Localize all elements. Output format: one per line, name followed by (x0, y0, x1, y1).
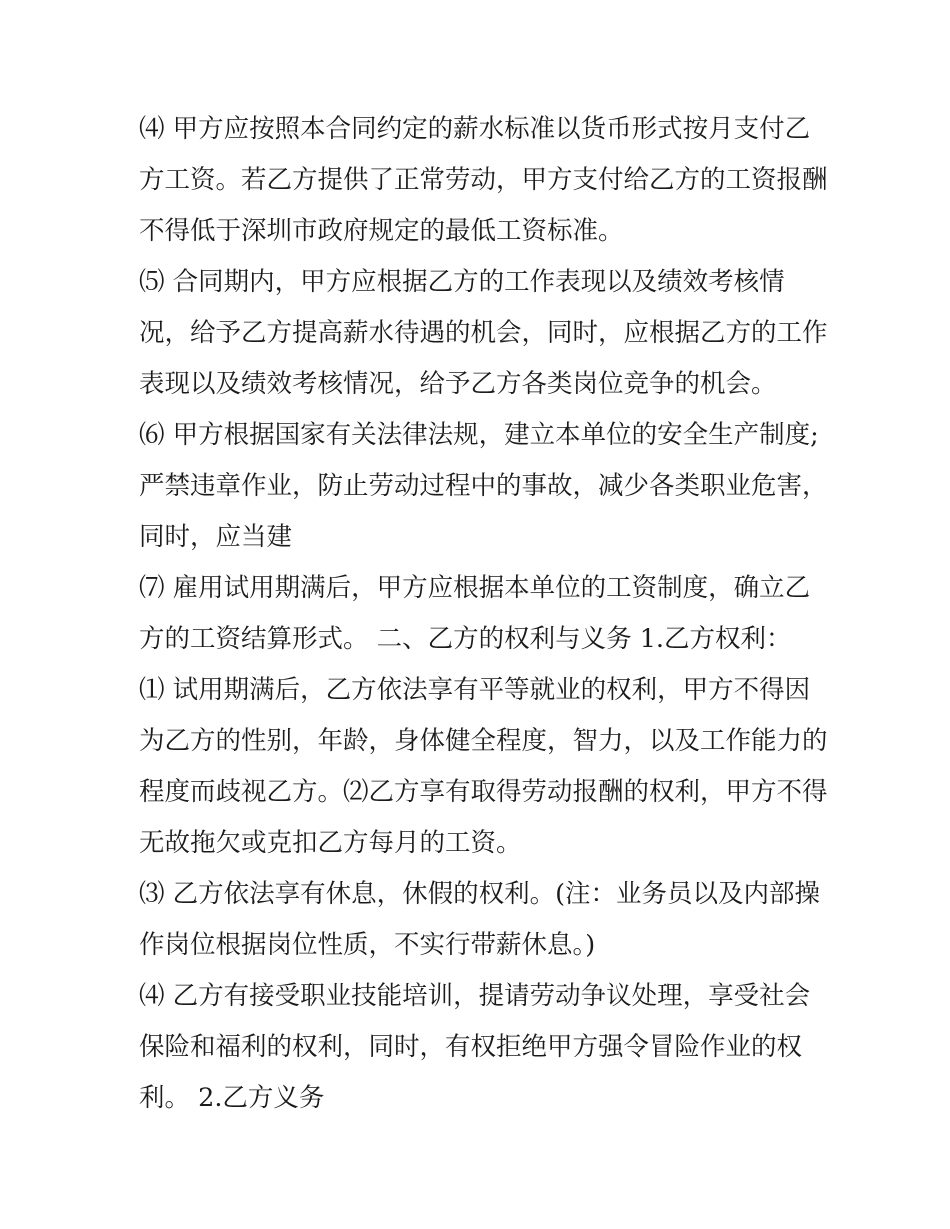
text-line-11: 方的工资结算形式。 二、乙方的权利与义务 1.乙方权利： (139, 624, 792, 654)
text-line-7: ⑹ 甲方根据国家有关法律法规，建立本单位的安全生产制度; (139, 420, 819, 450)
text-line-12: ⑴ 试用期满后，乙方依法享有平等就业的权利，甲方不得因 (139, 675, 811, 705)
text-line-13: 为乙方的性别，年龄，身体健全程度，智力，以及工作能力的 (139, 726, 828, 756)
text-line-4: ⑸ 合同期内，甲方应根据乙方的工作表现以及绩效考核情 (139, 267, 785, 297)
text-line-15: 无故拖欠或克扣乙方每月的工资。 (139, 828, 522, 858)
text-line-8: 严禁违章作业，防止劳动过程中的事故，减少各类职业危害， (139, 471, 828, 501)
text-line-16: ⑶ 乙方依法享有休息，休假的权利。(注：业务员以及内部操 (139, 879, 821, 909)
text-line-14: 程度而歧视乙方。⑵乙方享有取得劳动报酬的权利，甲方不得 (139, 777, 828, 807)
text-line-6: 表现以及绩效考核情况，给予乙方各类岗位竞争的机会。 (139, 369, 777, 399)
text-line-18: ⑷ 乙方有接受职业技能培训，提请劳动争议处理，享受社会 (139, 981, 811, 1011)
text-line-5: 况，给予乙方提高薪水待遇的机会，同时，应根据乙方的工作 (139, 318, 828, 348)
text-line-17: 作岗位根据岗位性质，不实行带薪休息。) (139, 930, 596, 960)
text-line-20: 利。 2.乙方义务 (139, 1083, 325, 1113)
text-line-2: 方工资。若乙方提供了正常劳动，甲方支付给乙方的工资报酬 (139, 165, 828, 195)
text-line-1: ⑷ 甲方应按照本合同约定的薪水标准以货币形式按月支付乙 (139, 114, 811, 144)
text-line-19: 保险和福利的权利，同时，有权拒绝甲方强令冒险作业的权 (139, 1032, 803, 1062)
text-line-9: 同时，应当建 (139, 522, 293, 552)
text-line-3: 不得低于深圳市政府规定的最低工资标准。 (139, 216, 624, 246)
text-line-10: ⑺ 雇用试用期满后，甲方应根据本单位的工资制度，确立乙 (139, 573, 811, 603)
